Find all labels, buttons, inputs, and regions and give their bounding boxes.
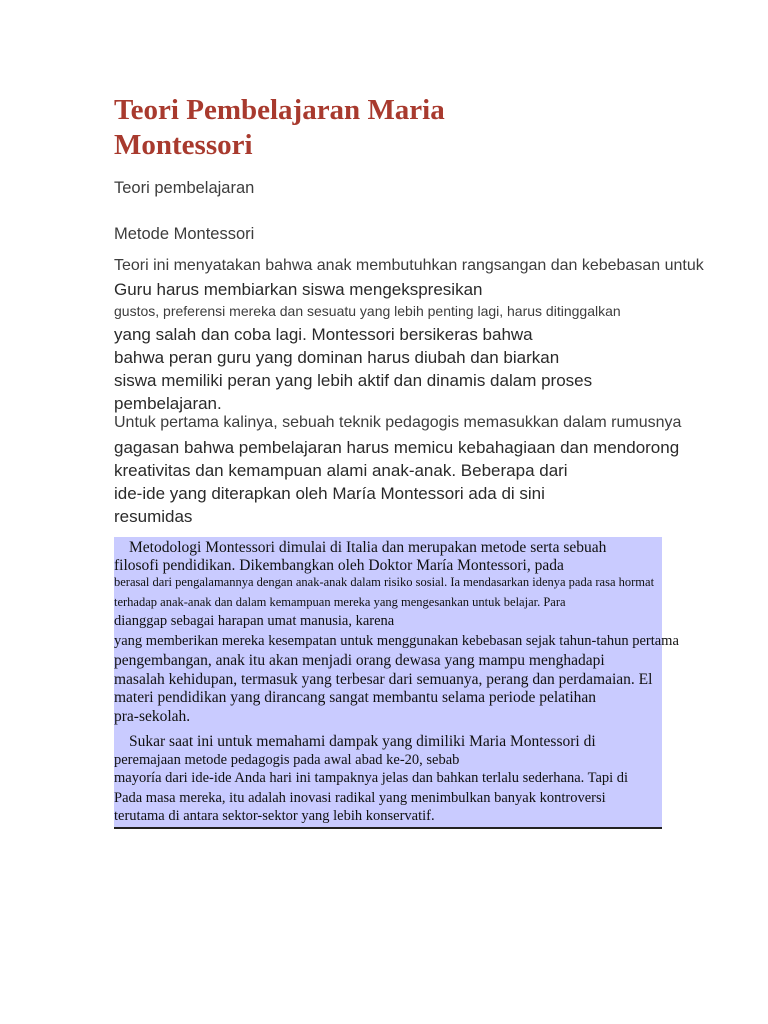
quote-line-8: masalah kehidupan, termasuk yang terbesar dari semuanya, perang dan perdamaian. El (114, 671, 653, 688)
quote-line-3: berasal dari pengalamannya dengan anak-anak dalam risiko sosial. Ia mendasarkan idenya pada rasa hormat (114, 575, 655, 589)
quote-line-12: peremajaan metode pedagogis pada awal abad ke-20, sebab (114, 752, 460, 768)
body-line-1: Teori ini menyatakan bahwa anak membutuhkan rangsangan dan kebebasan untuk (114, 257, 704, 274)
quote-line-15: terutama di antara sektor-sektor yang lebih konservatif. (114, 808, 435, 824)
page-title-line-2: Montessori (114, 129, 253, 161)
body-line-3: gustos, preferensi mereka dan sesuatu yang lebih penting lagi, harus ditinggalkan (114, 303, 621, 319)
quote-line-6: yang memberikan mereka kesempatan untuk menggunakan kebebasan sejak tahun-tahun pertama (114, 633, 679, 649)
quote-line-11: Sukar saat ini untuk memahami dampak yang dimiliki Maria Montessori di (129, 733, 596, 750)
quote-line-10: pra-sekolah. (114, 708, 191, 725)
quote-line-13: mayoría dari ide-ide Anda hari ini tampaknya jelas dan bahkan terlalu sederhana. Tapi di (114, 770, 629, 786)
body-line-2: Guru harus membiarkan siswa mengekspresikan (114, 280, 483, 299)
page-title-line-1: Teori Pembelajaran Maria (114, 94, 445, 126)
body-line-8: Untuk pertama kalinya, sebuah teknik pedagogis memasukkan dalam rumusnya (114, 414, 682, 431)
section-heading-metode: Metode Montessori (114, 225, 255, 243)
quote-line-7: pengembangan, anak itu akan menjadi orang dewasa yang mampu menghadapi (114, 652, 605, 669)
body-line-9: gagasan bahwa pembelajaran harus memicu kebahagiaan dan mendorong (114, 438, 680, 457)
quote-line-9: materi pendidikan yang dirancang sangat membantu selama periode pelatihan (114, 689, 597, 706)
quote-line-4: terhadap anak-anak dan dalam kemampuan mereka yang mengesankan untuk belajar. Para (114, 595, 566, 609)
body-line-6: siswa memiliki peran yang lebih aktif dan dinamis dalam proses (114, 371, 593, 390)
body-line-7: pembelajaran. (114, 394, 222, 413)
body-line-4: yang salah dan coba lagi. Montessori bersikeras bahwa (114, 325, 533, 344)
quote-line-2: filosofi pendidikan. Dikembangkan oleh Doktor María Montessori, pada (114, 557, 564, 574)
quote-line-5: dianggap sebagai harapan umat manusia, karena (114, 613, 395, 629)
page-title (114, 93, 445, 163)
quote-line-14: Pada masa mereka, itu adalah inovasi radikal yang menimbulkan banyak kontroversi (114, 790, 606, 806)
section-heading-teori: Teori pembelajaran (114, 179, 255, 197)
body-line-10: kreativitas dan kemampuan alami anak-anak. Beberapa dari (114, 461, 568, 480)
body-line-5: bahwa peran guru yang dominan harus diubah dan biarkan (114, 348, 560, 367)
body-line-12: resumidas (114, 507, 193, 526)
body-line-11: ide-ide yang diterapkan oleh María Montessori ada di sini (114, 484, 545, 503)
quote-line-1: Metodologi Montessori dimulai di Italia dan merupakan metode serta sebuah (129, 539, 607, 556)
